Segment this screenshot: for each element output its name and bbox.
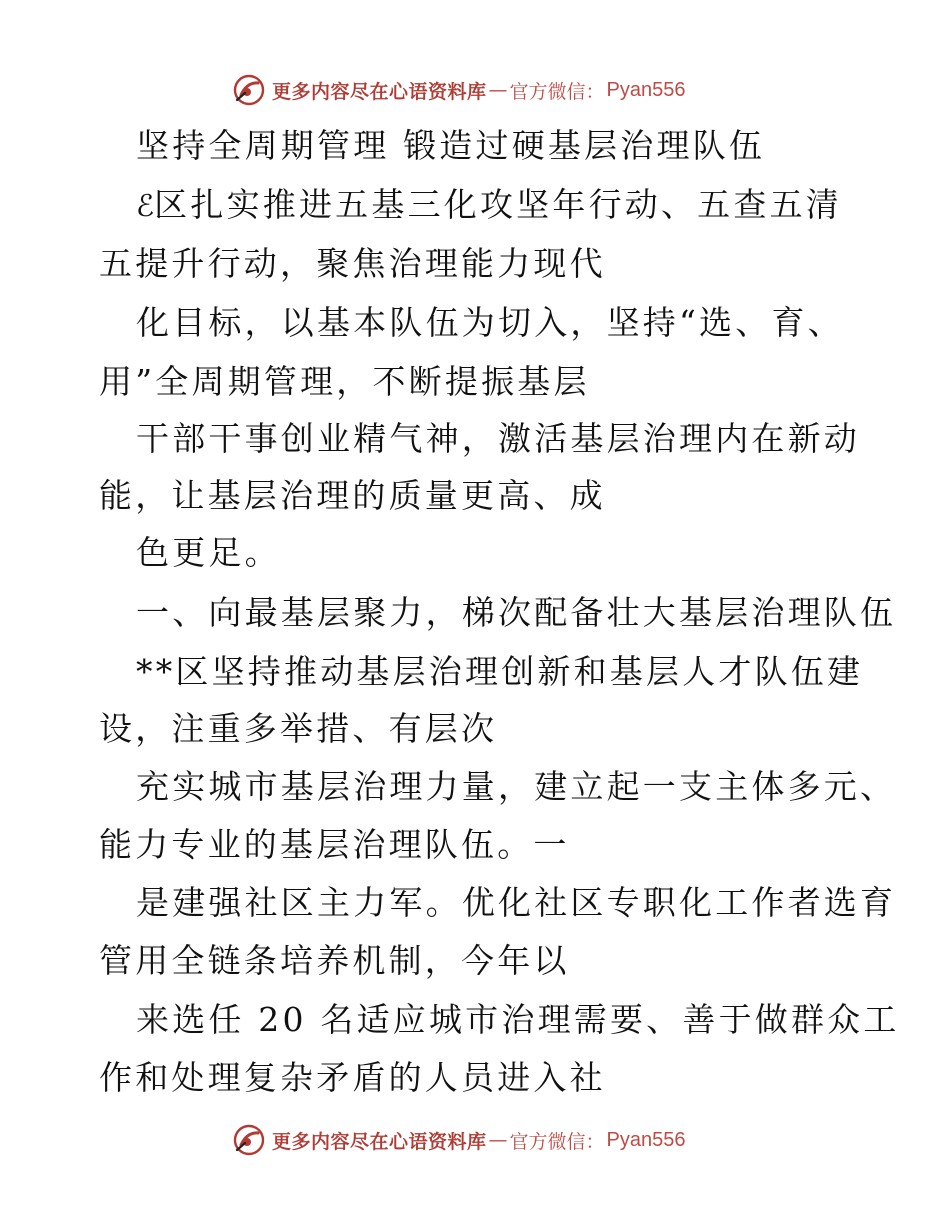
paragraph-line <box>136 185 842 227</box>
banner-dash: — <box>488 79 508 101</box>
footer-banner <box>232 1123 686 1157</box>
paragraph-line: 设，注重多举措、有层次 <box>99 709 498 748</box>
banner-official-label: 官方微信： <box>509 1130 605 1153</box>
banner-brand-text: 更多内容尽在心语资料库 <box>272 1130 487 1153</box>
library-logo-icon <box>232 1123 266 1157</box>
paragraph-line: 化目标，以基本队伍为切入，坚持“选、育、 <box>136 303 844 342</box>
paragraph-line: 作和处理复杂矛盾的人员进入社 <box>99 1058 606 1097</box>
banner-dash: — <box>488 1129 508 1151</box>
swirl-ornament-icon: ℰ <box>136 189 155 224</box>
paragraph-line: 用”全周期管理，不断提振基层 <box>99 362 590 401</box>
paragraph-line: 充实城市基层治理力量，建立起一支主体多元、 <box>136 767 897 806</box>
paragraph-line: 能力专业的基层治理队伍。一 <box>99 825 570 864</box>
library-logo-icon <box>232 73 266 107</box>
paragraph-line: 是建强社区主力军。优化社区专职化工作者选育 <box>136 883 897 922</box>
paragraph-line: 色更足。 <box>136 533 281 572</box>
banner-official-label: 官方微信： <box>509 80 605 103</box>
paragraph-line-text: 区扎实推进五基三化攻坚年行动、五查五清 <box>154 185 842 224</box>
paragraph-line: 五提升行动，聚焦治理能力现代 <box>99 244 606 283</box>
header-banner <box>232 73 686 107</box>
banner-wechat-id: Pyan556 <box>606 1128 686 1151</box>
paragraph-line: 能，让基层治理的质量更高、成 <box>99 476 606 515</box>
banner-wechat-id: Pyan556 <box>606 78 686 101</box>
section-heading: 一、向最基层聚力，梯次配备壮大基层治理队伍 <box>136 593 897 632</box>
paragraph-line: **区坚持推动基层治理创新和基层人才队伍建 <box>136 652 864 691</box>
banner-brand-text: 更多内容尽在心语资料库 <box>272 80 487 103</box>
paragraph-line: 管用全链条培养机制，今年以 <box>99 941 570 980</box>
document-title: 坚持全周期管理 锻造过硬基层治理队伍 <box>136 126 766 165</box>
paragraph-line: 来选任 20 名适应城市治理需要、善于做群众工 <box>136 1000 900 1039</box>
paragraph-line: 干部干事创业精气神，激活基层治理内在新动 <box>136 419 860 458</box>
